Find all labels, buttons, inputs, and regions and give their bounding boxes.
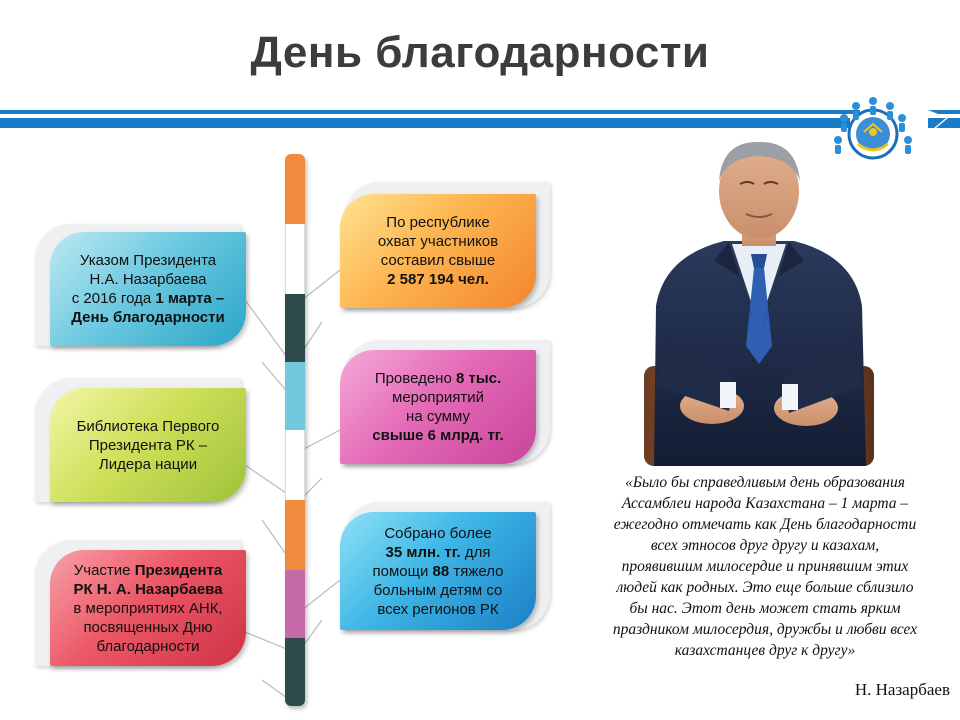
- card-line: 35 млн. тг. для: [385, 543, 491, 561]
- card-line: свыше 6 млрд. тг.: [372, 427, 504, 444]
- card-line: охват участников: [377, 233, 499, 250]
- timeline-segment: [285, 500, 305, 570]
- left-card-library: [50, 388, 246, 502]
- timeline-segment: [285, 638, 305, 706]
- card-line: Участие Президента: [73, 561, 223, 579]
- card-line: По республике: [386, 214, 490, 231]
- header-stripe-tail: [928, 110, 960, 128]
- right-card-donations: [340, 512, 536, 630]
- card-line: больным детям со: [373, 581, 503, 599]
- quote-line: ежегодно отмечать как День благодарности: [613, 516, 917, 533]
- right-card-participants: [340, 194, 536, 308]
- quote-line: людей как родных. Это еще больше сблизило: [616, 579, 914, 596]
- card-line: Президента РК –: [88, 436, 208, 454]
- quote-author: Н. Назарбаев: [854, 680, 950, 699]
- card-line: с 2016 года 1 марта –: [71, 290, 225, 307]
- quote-line: праздником милосердия, дружбы и любви всех: [612, 621, 918, 638]
- left-card-decree: [50, 232, 246, 346]
- card-line: Библиотека Первого: [76, 417, 220, 435]
- quote-text: [574, 472, 956, 661]
- timeline-segment: [285, 154, 305, 224]
- card-line: на сумму: [406, 408, 470, 425]
- card-line: Проведено 8 тыс.: [374, 370, 502, 387]
- card-line: Указом Президента: [79, 252, 217, 269]
- quote-line: казахстанцев друг к другу»: [674, 642, 856, 659]
- president-portrait: [634, 136, 884, 466]
- card-line: 2 587 194 чел.: [387, 271, 489, 288]
- quote-line: «Было бы справедливым день образования: [625, 474, 905, 491]
- quote-line: проявившим милосердие и принявшим этих: [621, 558, 909, 575]
- card-line: День благодарности: [71, 309, 225, 326]
- quote-line: Ассамблеи народа Казахстана – 1 марта –: [621, 495, 909, 512]
- left-card-participation: [50, 550, 246, 666]
- card-line: посвященных Дню: [83, 618, 213, 636]
- timeline-segment: [285, 430, 305, 500]
- card-line: в мероприятиях АНК,: [73, 599, 223, 617]
- card-line: всех регионов РК: [377, 600, 499, 618]
- card-line: Собрано более: [384, 524, 492, 542]
- card-line: Н.А. Назарбаева: [89, 271, 207, 288]
- header-stripe-bottom: [0, 118, 850, 128]
- vertical-timeline: [285, 154, 305, 706]
- card-line: помощи 88 тяжело: [372, 562, 504, 580]
- timeline-segment: [285, 224, 305, 294]
- timeline-segment: [285, 362, 305, 430]
- card-line: РК Н. А. Назарбаева: [73, 580, 223, 598]
- right-card-events: [340, 350, 536, 464]
- card-line: благодарности: [96, 637, 200, 655]
- card-line: мероприятий: [392, 389, 484, 406]
- timeline-segment: [285, 294, 305, 362]
- header-stripe-top: [0, 110, 860, 114]
- card-line: составил свыше: [380, 252, 496, 269]
- slide-title: День благодарности: [250, 28, 710, 77]
- timeline-segment: [285, 570, 305, 638]
- card-line: Лидера нации: [98, 455, 198, 473]
- quote-line: бы нас. Этот день может стать ярким: [629, 600, 901, 617]
- quote-line: всех этносов друг другу и казахам,: [650, 537, 880, 554]
